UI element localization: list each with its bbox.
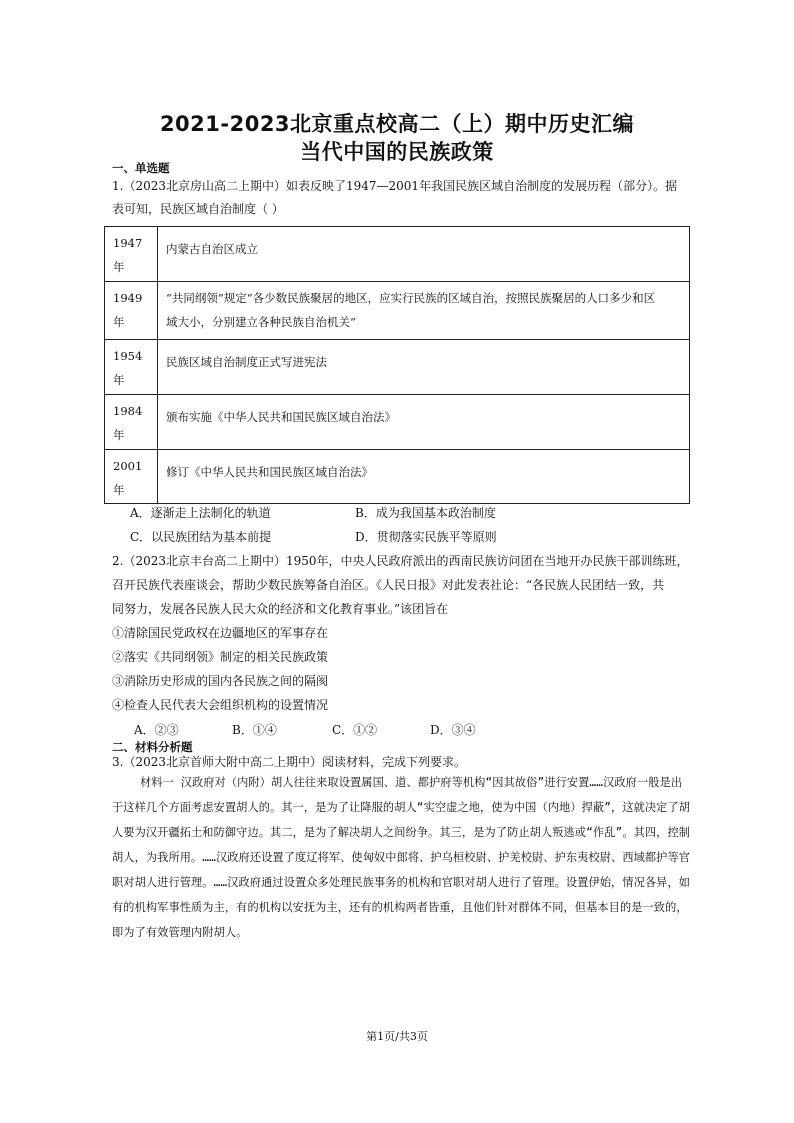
section-heading-material-analysis: 二、材料分析题 (112, 740, 193, 754)
q1-option-d: D．贯彻落实民族平等原则 (355, 530, 497, 544)
event-text: 内蒙古自治区成立 (166, 242, 258, 256)
event-cell (158, 227, 690, 282)
page-footer: 第1页/共3页 (366, 1030, 428, 1043)
section-heading-single-choice: 一、单选题 (112, 161, 170, 175)
q3-material-passage: 材料一 汉政府对（内附）胡人往往来取设置属国、道、都护府等机构“因其故俗”进行安置……汉政府一般是出于这样几个方面考虑安置胡人的。其一，是为了让降服的胡人“实空虚之地，使为中国（内地）捍蔽”，这就决定了胡人要为汉开疆拓土和防御守边。其二，是为了解决胡人之间纷争。其三，是为了防止胡人叛逃或“作乱”。其四，控制胡人，为我所用。……汉政府还设置了度辽将军、使匈奴中郎将、护乌桓校尉、护羌校尉、护东夷校尉、西域都护等官职对胡人进行管理。……汉政府通过设置众多处理民族事务的机构和官职对胡人进行了管理。设置伊始，情况各异，如有的机构军事性质为主，有的机构以安抚为主，还有的机构两者皆重，且他们针对群体不同，但基本目的是一致的，即为了有效管理内附胡人。 (112, 776, 691, 939)
q2-stem-line3: 同努力，发展各民族人民大众的经济和文化教育事业。”该团旨在 (112, 602, 449, 616)
year-cell (105, 340, 158, 395)
year-text: 1984 (113, 404, 143, 418)
year-unit: 年 (113, 260, 125, 274)
q2-item-1: ①清除国民党政权在边疆地区的军事存在 (112, 626, 329, 640)
year-text: 1954 (113, 349, 143, 363)
q1-option-b: B．成为我国基本政治制度 (355, 506, 496, 520)
year-cell (105, 450, 158, 504)
year-cell (105, 227, 158, 282)
year-unit: 年 (113, 373, 125, 387)
year-cell (105, 282, 158, 340)
event-cell (158, 395, 690, 450)
q2-item-3: ③消除历史形成的国内各民族之间的隔阂 (112, 674, 329, 688)
year-text: 1947 (113, 236, 143, 250)
q2-item-4: ④检查人民代表大会组织机构的设置情况 (112, 698, 329, 712)
year-unit: 年 (113, 483, 125, 497)
event-cell (158, 340, 690, 395)
table-row (105, 450, 690, 504)
event-text: 颁布实施《中华人民共和国民族区域自治法》 (166, 410, 396, 424)
q2-option-a: A．②③ (134, 723, 179, 737)
q2-stem-line1: 2.（2023北京丰台高二上期中）1950年，中央人民政府派出的西南民族访问团在当地开办民族干部训练班， (112, 554, 689, 568)
event-text: “共同纲领”规定“各少数民族聚居的地区，应实行民族的区域自治，按照民族聚居的人口多少和区 (166, 291, 656, 305)
table-row (105, 227, 690, 282)
q3-stem: 3.（2023北京首师大附中高二上期中）阅读材料，完成下列要求。 (112, 755, 466, 769)
q1-stem-line1: 1.（2023北京房山高二上期中）如表反映了1947—2001年我国民族区域自治制度的发展历程（部分）。据 (112, 179, 678, 193)
table-row (105, 395, 690, 450)
table-row (105, 340, 690, 395)
q2-stem-line2: 召开民族代表座谈会，帮助少数民族筹备自治区。《人民日报》对此发表社论：“各民族人民团结一致，共 (112, 578, 665, 592)
table-row (105, 282, 690, 340)
year-unit: 年 (113, 428, 125, 442)
year-text: 2001 (113, 459, 143, 473)
year-cell (105, 395, 158, 450)
q1-option-c: C．以民族团结为基本前提 (130, 530, 272, 544)
q1-event-table (104, 226, 690, 504)
event-cell (158, 282, 690, 340)
page-subtitle: 当代中国的民族政策 (300, 140, 494, 164)
q1-option-a: A．逐渐走上法制化的轨道 (130, 506, 271, 520)
q1-stem-line2: 表可知，民族区域自治制度（ ） (112, 202, 284, 216)
q2-option-b: B．①④ (232, 723, 277, 737)
year-text: 1949 (113, 291, 143, 305)
page-title: 2021-2023北京重点校高二（上）期中历史汇编 (159, 112, 635, 136)
q2-item-2: ②落实《共同纲领》制定的相关民族政策 (112, 650, 329, 664)
event-text: 修订《中华人民共和国民族区域自治法》 (166, 465, 373, 479)
event-text: 民族区域自治制度正式写进宪法 (166, 355, 327, 369)
event-cell (158, 450, 690, 504)
q2-option-c: C．①② (332, 723, 378, 737)
event-text-cont: 域大小，分别建立各种民族自治机关” (166, 315, 356, 329)
q2-option-d: D．③④ (430, 723, 476, 737)
year-unit: 年 (113, 315, 125, 329)
